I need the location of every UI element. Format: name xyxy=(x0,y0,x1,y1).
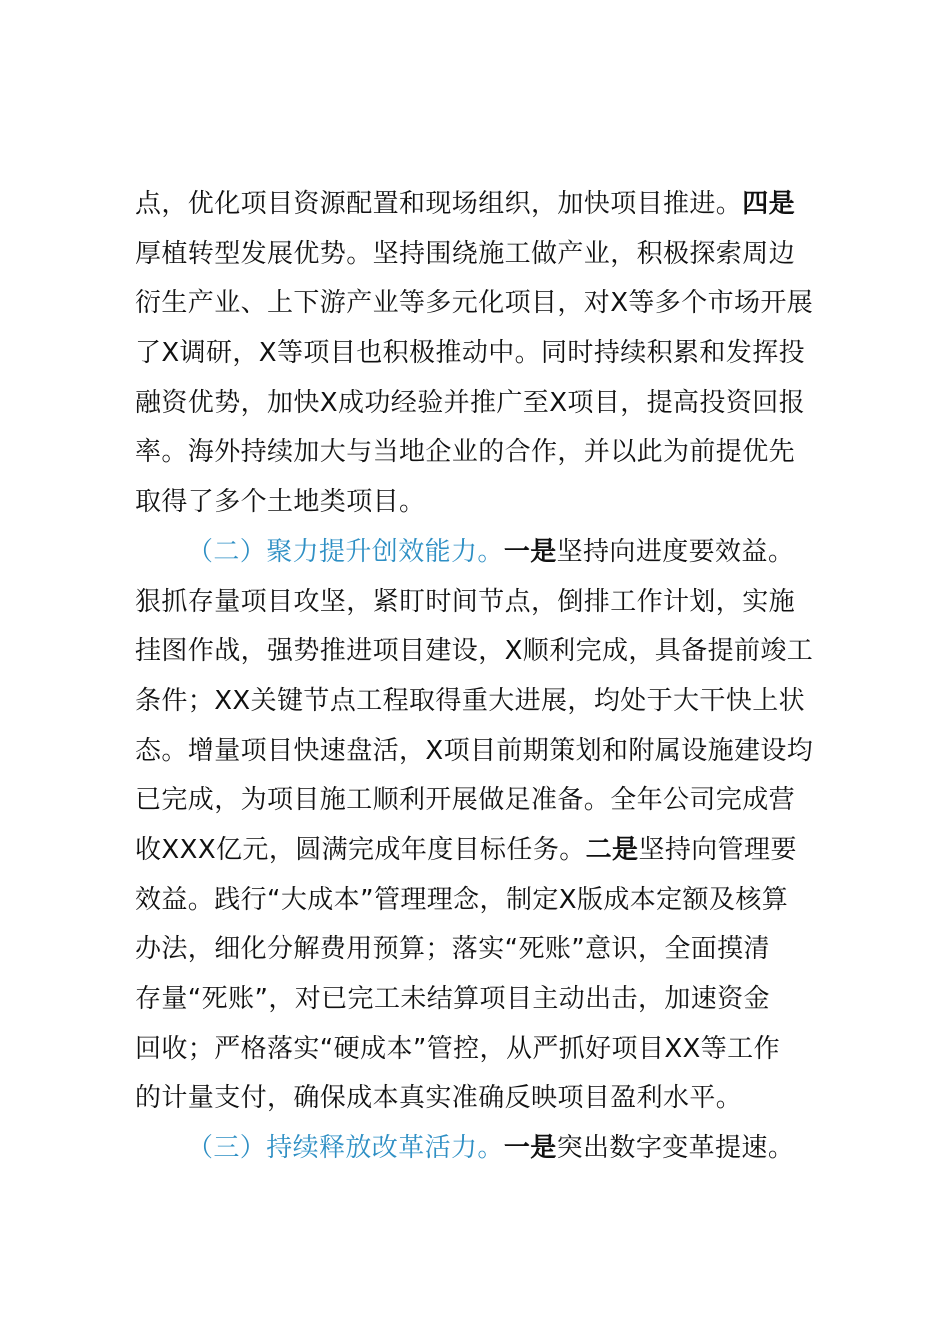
text-line xyxy=(135,627,851,677)
text-line xyxy=(135,826,851,876)
body-text: 收XXX亿元，圆满完成年度目标任务。 xyxy=(135,834,586,865)
section-heading-text: （三）持续释放改革活力。 xyxy=(187,1133,504,1164)
text-line xyxy=(135,776,851,826)
text-line xyxy=(135,379,851,429)
text-line xyxy=(135,230,851,280)
text-line xyxy=(135,279,851,329)
body-text: 点，优化项目资源配置和现场组织，加快项目推进。 xyxy=(135,189,743,219)
body-text: 了X调研，X等项目也积极推动中。同时持续积累和发挥投 xyxy=(135,338,806,369)
text-line xyxy=(135,428,851,478)
body-text: 回收；严格落实“硬成本”管控，从严抓好项目XX等工作 xyxy=(135,1033,780,1064)
text-line xyxy=(135,329,851,379)
body-text: 挂图作战，强势推进项目建设，X顺利完成，具备提前竣工 xyxy=(135,636,814,667)
body-text: 率。海外持续加大与当地企业的合作，并以此为前提优先 xyxy=(135,437,796,468)
text-line xyxy=(135,1025,851,1075)
body-text: 突出数字变革提速。 xyxy=(556,1133,795,1164)
body-text: 坚持向管理要 xyxy=(638,834,797,865)
text-line xyxy=(135,925,851,975)
text-line xyxy=(135,677,851,727)
section-heading-line xyxy=(135,528,851,578)
body-text: 效益。践行“大成本”管理理念，制定X版成本定额及核算 xyxy=(135,884,789,915)
body-text: 态。增量项目快速盘活，X项目前期策划和附属设施建设均 xyxy=(135,735,814,766)
section-heading-line xyxy=(135,1124,851,1174)
body-text: 办法，细化分解费用预算；落实“死账”意识，全面摸清 xyxy=(135,934,770,965)
body-text: 存量“死账”，对已完工未结算项目主动出击，加速资金 xyxy=(135,984,770,1014)
body-text: 衍生产业、上下游产业等多元化项目，对X等多个市场开展 xyxy=(135,288,814,319)
body-text: 的计量支付，确保成本真实准确反映项目盈利水平。 xyxy=(135,1083,743,1114)
body-text: 已完成，为项目施工顺利开展做足准备。全年公司完成营 xyxy=(135,785,796,816)
section-heading-text: （二）聚力提升创效能力。 xyxy=(187,536,504,567)
body-text: 狠抓存量项目攻坚，紧盯时间节点，倒排工作计划，实施 xyxy=(135,586,796,617)
body-text: 厚植转型发展优势。坚持围绕施工做产业，积极探索周边 xyxy=(135,238,796,269)
text-line xyxy=(135,727,851,777)
body-text: 融资优势，加快X成功经验并推广至X项目，提高投资回报 xyxy=(135,387,806,418)
text-line xyxy=(135,478,851,528)
body-text: 条件；XX关键节点工程取得重大进展，均处于大干快上状 xyxy=(135,685,806,716)
body-text: 取得了多个土地类项目。 xyxy=(135,487,426,518)
bold-lead-text: 一是 xyxy=(503,536,557,567)
text-line xyxy=(135,180,851,230)
body-text: 坚持向进度要效益。 xyxy=(556,536,795,567)
text-line xyxy=(135,876,851,926)
bold-lead-text: 二是 xyxy=(585,834,639,865)
text-line xyxy=(135,1074,851,1124)
document-body xyxy=(135,180,851,1174)
text-line xyxy=(135,578,851,628)
bold-lead-text: 四是 xyxy=(742,189,796,219)
text-line xyxy=(135,975,851,1025)
bold-lead-text: 一是 xyxy=(503,1133,557,1164)
